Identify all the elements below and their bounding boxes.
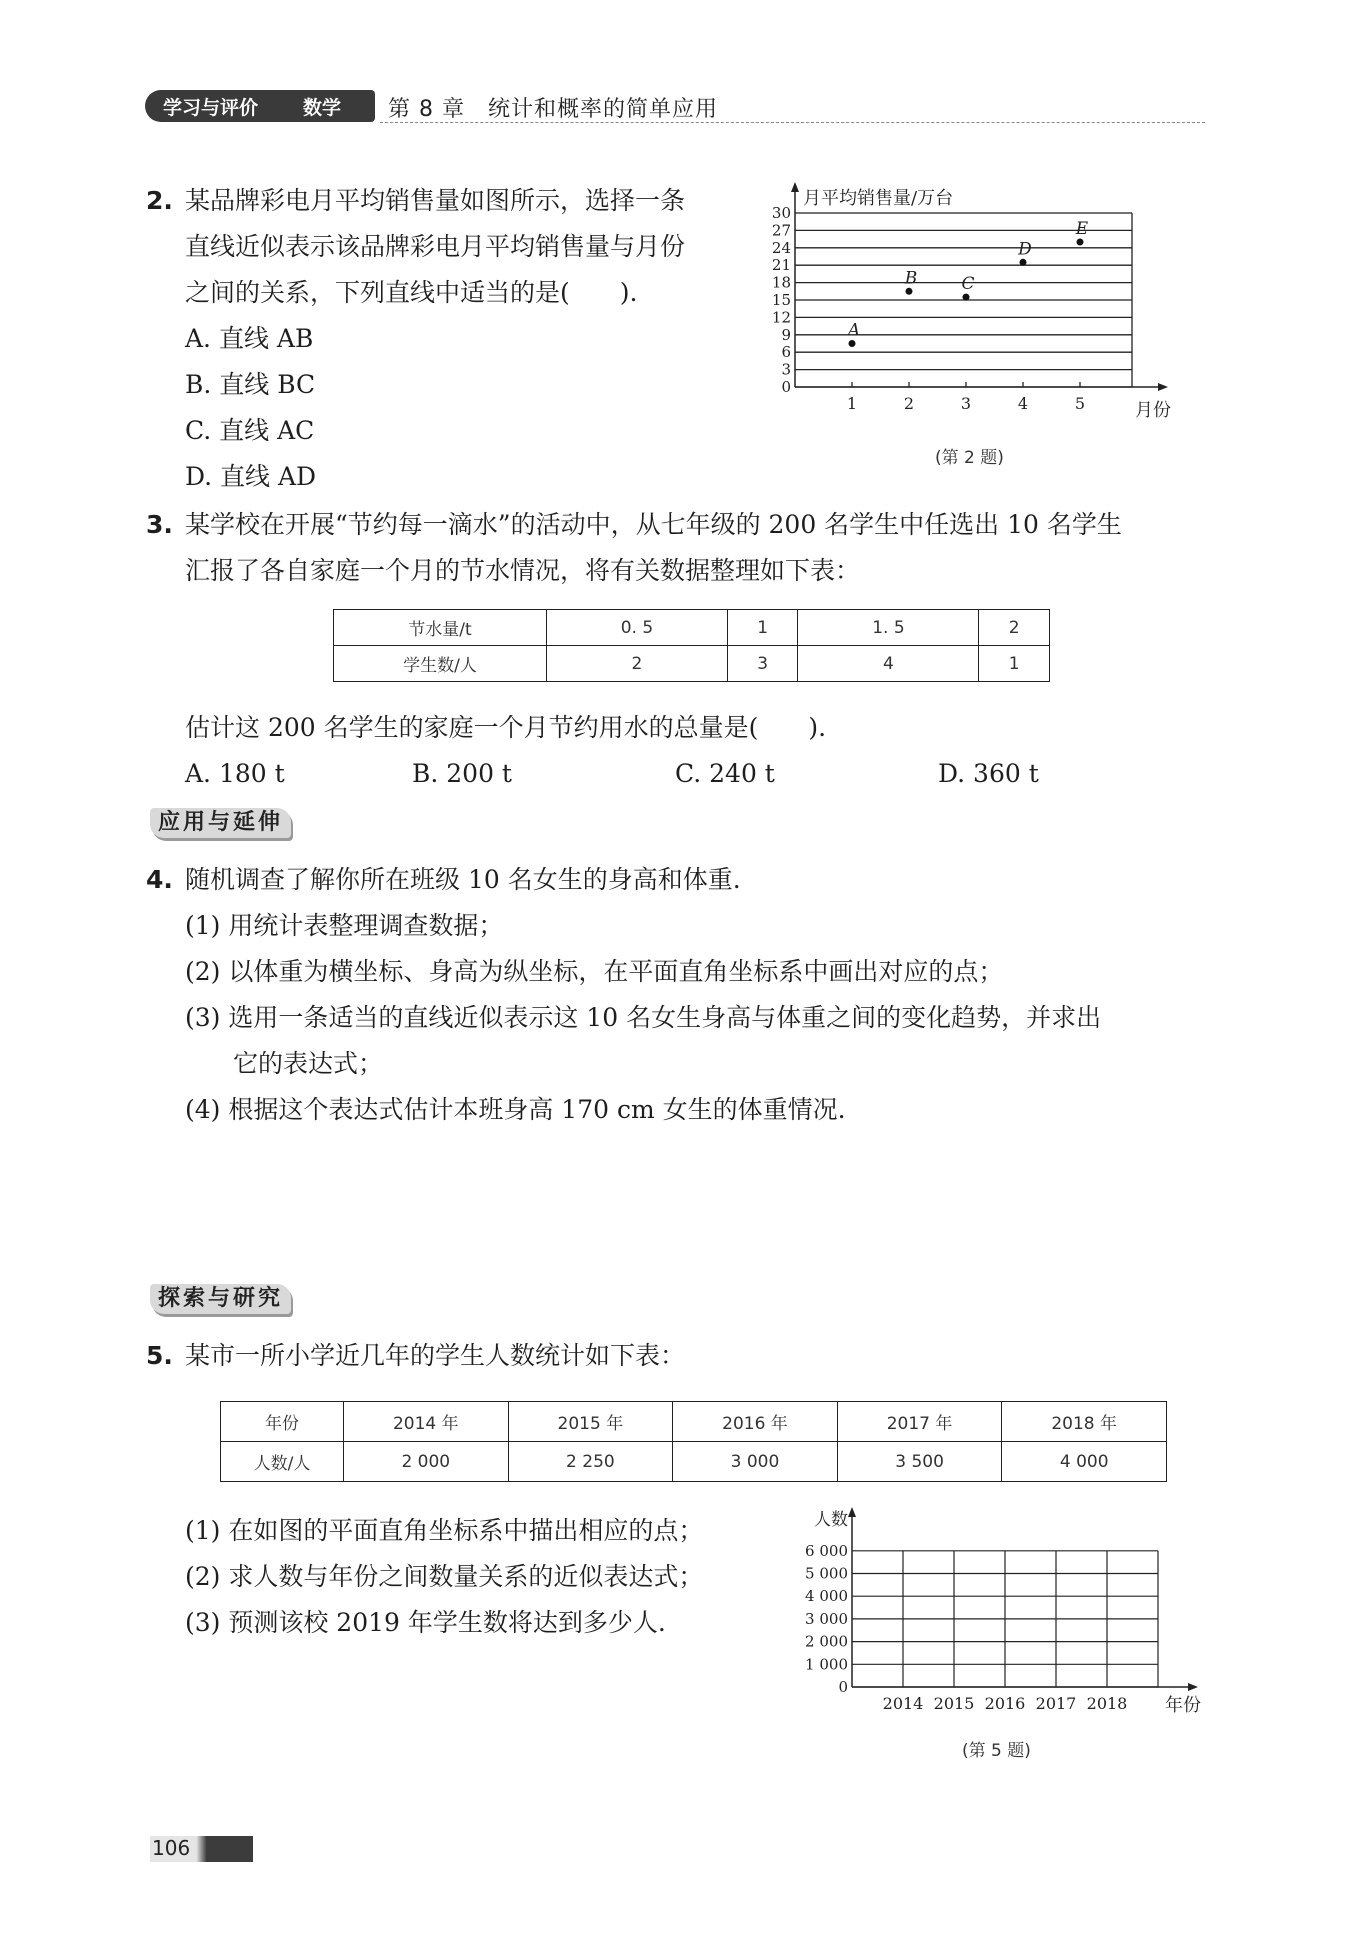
y-axis-arrow <box>848 1507 856 1517</box>
q5-part-2: (2) 求人数与年份之间数量关系的近似表达式； <box>185 1562 704 1591</box>
q5-cell: 2015 年 <box>508 1402 673 1442</box>
section-apply-tag: 应用与延伸 <box>150 808 291 838</box>
q3-cell: 3 <box>727 646 798 682</box>
q5-number: 5. <box>146 1341 173 1370</box>
q3-cell: 1 <box>727 610 798 646</box>
q3-table-row <box>334 610 1050 646</box>
q4-part-2: (2) 以体重为横坐标、身高为纵坐标，在平面直角坐标系中画出对应的点； <box>185 957 1004 986</box>
q5-cell: 3 000 <box>673 1442 838 1482</box>
y-tick-label: 18 <box>771 273 791 292</box>
y-tick-label: 4 000 <box>805 1587 848 1606</box>
q3-option-b: B. 200 t <box>412 759 512 788</box>
x-axis-label: 年份 <box>1165 1695 1201 1716</box>
y-tick-label: 21 <box>771 256 791 275</box>
q2-option-d: D. 直线 AD <box>185 462 317 491</box>
q4-part-3-cont: 它的表达式； <box>233 1049 384 1078</box>
q5-line: 某市一所小学近几年的学生人数统计如下表： <box>185 1341 686 1370</box>
q5-part-3: (3) 预测该校 2019 年学生数将达到多少人. <box>185 1608 666 1637</box>
q4-line: 随机调查了解你所在班级 10 名女生的身高和体重. <box>185 865 741 894</box>
x-tick-label: 4 <box>1017 394 1029 413</box>
data-point-b <box>906 288 913 295</box>
q3-line-2: 汇报了各自家庭一个月的节水情况，将有关数据整理如下表： <box>185 556 861 585</box>
q5-table-row <box>221 1442 1167 1482</box>
q5-cell: 3 500 <box>837 1442 1002 1482</box>
q3-cell: 0. 5 <box>547 610 728 646</box>
q3-cell: 节水量/t <box>334 610 547 646</box>
q3-option-c: C. 240 t <box>675 759 775 788</box>
y-tick-label: 1 000 <box>805 1655 848 1674</box>
section-explore-tag: 探索与研究 <box>150 1284 291 1314</box>
point-label: C <box>961 274 975 295</box>
y-tick-label: 30 <box>771 204 791 222</box>
q2-number: 2. <box>146 186 173 215</box>
q3-question: 估计这 200 名学生的家庭一个月节约用水的总量是( ). <box>185 713 827 742</box>
y-axis-label: 人数 <box>814 1510 848 1530</box>
x-tick-label: 2018 <box>1086 1694 1128 1713</box>
q4-part-1: (1) 用统计表整理调查数据； <box>185 911 504 940</box>
data-point-c <box>963 294 970 301</box>
point-label: E <box>1075 219 1089 239</box>
x-tick-label: 2017 <box>1035 1694 1077 1713</box>
book-title: 学习与评价 <box>163 97 259 119</box>
q3-cell: 4 <box>798 646 979 682</box>
q2-option-b: B. 直线 BC <box>185 370 316 399</box>
q5-cell: 2016 年 <box>673 1402 838 1442</box>
q3-option-d: D. 360 t <box>938 759 1039 788</box>
q3-cell: 2 <box>547 646 728 682</box>
y-tick-label: 6 000 <box>805 1541 848 1560</box>
y-axis-label: 月平均销售量/万台 <box>803 188 954 209</box>
q5-table <box>220 1401 1167 1482</box>
q4-part-4: (4) 根据这个表达式估计本班身高 170 cm 女生的体重情况. <box>185 1095 846 1124</box>
data-point-a <box>849 340 856 347</box>
y-tick-label: 3 <box>781 360 791 379</box>
data-point-e <box>1077 239 1084 246</box>
q3-cell: 学生数/人 <box>334 646 547 682</box>
chapter-title: 第 8 章 统计和概率的简单应用 <box>388 97 718 122</box>
y-tick-label: 2 000 <box>805 1632 848 1651</box>
y-tick-label: 24 <box>771 238 791 257</box>
point-label: B <box>904 268 918 289</box>
q5-part-1: (1) 在如图的平面直角坐标系中描出相应的点； <box>185 1516 704 1545</box>
q5-cell: 2014 年 <box>344 1402 509 1442</box>
q5-cell: 2 250 <box>508 1442 673 1482</box>
q5-cell: 2018 年 <box>1002 1402 1167 1442</box>
x-tick-label: 2016 <box>984 1694 1026 1713</box>
q3-table-row <box>334 646 1050 682</box>
y-tick-label: 0 <box>781 378 791 396</box>
q5-cell: 4 000 <box>1002 1442 1167 1482</box>
q3-table <box>333 609 1050 682</box>
y-tick-label: 6 <box>781 343 791 362</box>
q2-option-a: A. 直线 AB <box>185 324 314 353</box>
q2-caption: (第 2 题) <box>935 448 1004 468</box>
q2-line-2: 直线近似表示该品牌彩电月平均销售量与月份 <box>185 232 686 261</box>
x-tick-label: 2015 <box>933 1694 975 1713</box>
y-tick-label: 3 000 <box>805 1609 848 1628</box>
y-tick-label: 0 <box>838 1678 848 1696</box>
y-tick-label: 15 <box>771 291 791 309</box>
y-tick-label: 27 <box>771 221 791 240</box>
data-point-d <box>1020 259 1027 266</box>
header-badge <box>145 90 375 122</box>
x-axis-arrow <box>1158 383 1168 391</box>
header-divider <box>380 122 1205 123</box>
q5-caption: (第 5 题) <box>962 1741 1031 1761</box>
q2-sales-chart <box>770 180 1190 430</box>
q4-number: 4. <box>146 865 173 894</box>
x-tick-label: 1 <box>846 394 858 413</box>
q3-cell: 1. 5 <box>798 610 979 646</box>
y-tick-label: 12 <box>771 308 791 327</box>
x-tick-label: 2 <box>903 394 915 413</box>
q5-cell: 2 000 <box>344 1442 509 1482</box>
x-axis-arrow <box>1188 1683 1198 1691</box>
subject-title: 数学 <box>303 97 342 119</box>
q2-option-c: C. 直线 AC <box>185 416 315 445</box>
q5-cell: 人数/人 <box>221 1442 344 1482</box>
q3-option-a: A. 180 t <box>185 759 285 788</box>
x-axis-label: 月份 <box>1135 400 1171 421</box>
x-tick-label: 3 <box>960 394 972 413</box>
x-tick-label: 5 <box>1074 394 1086 413</box>
q4-part-3: (3) 选用一条适当的直线近似表示这 10 名女生身高与体重之间的变化趋势，并求出 <box>185 1003 1102 1032</box>
x-tick-label: 2014 <box>882 1694 924 1713</box>
point-label: D <box>1018 239 1032 260</box>
y-tick-label: 9 <box>781 325 791 344</box>
q3-cell: 2 <box>979 610 1050 646</box>
q5-student-chart <box>790 1505 1210 1725</box>
q5-cell: 年份 <box>221 1402 344 1442</box>
q3-line-1: 某学校在开展“节约每一滴水”的活动中，从七年级的 200 名学生中任选出 10 名学生 <box>185 510 1122 539</box>
q5-table-row <box>221 1402 1167 1442</box>
q2-line-1: 某品牌彩电月平均销售量如图所示，选择一条 <box>185 186 686 215</box>
y-tick-label: 5 000 <box>805 1564 848 1583</box>
point-label: A <box>847 320 861 341</box>
page-number: 106 <box>152 1836 191 1860</box>
y-axis-arrow <box>791 182 799 192</box>
q3-cell: 1 <box>979 646 1050 682</box>
q2-line-3: 之间的关系，下列直线中适当的是( ). <box>185 278 638 307</box>
q3-number: 3. <box>146 510 173 539</box>
q5-cell: 2017 年 <box>837 1402 1002 1442</box>
